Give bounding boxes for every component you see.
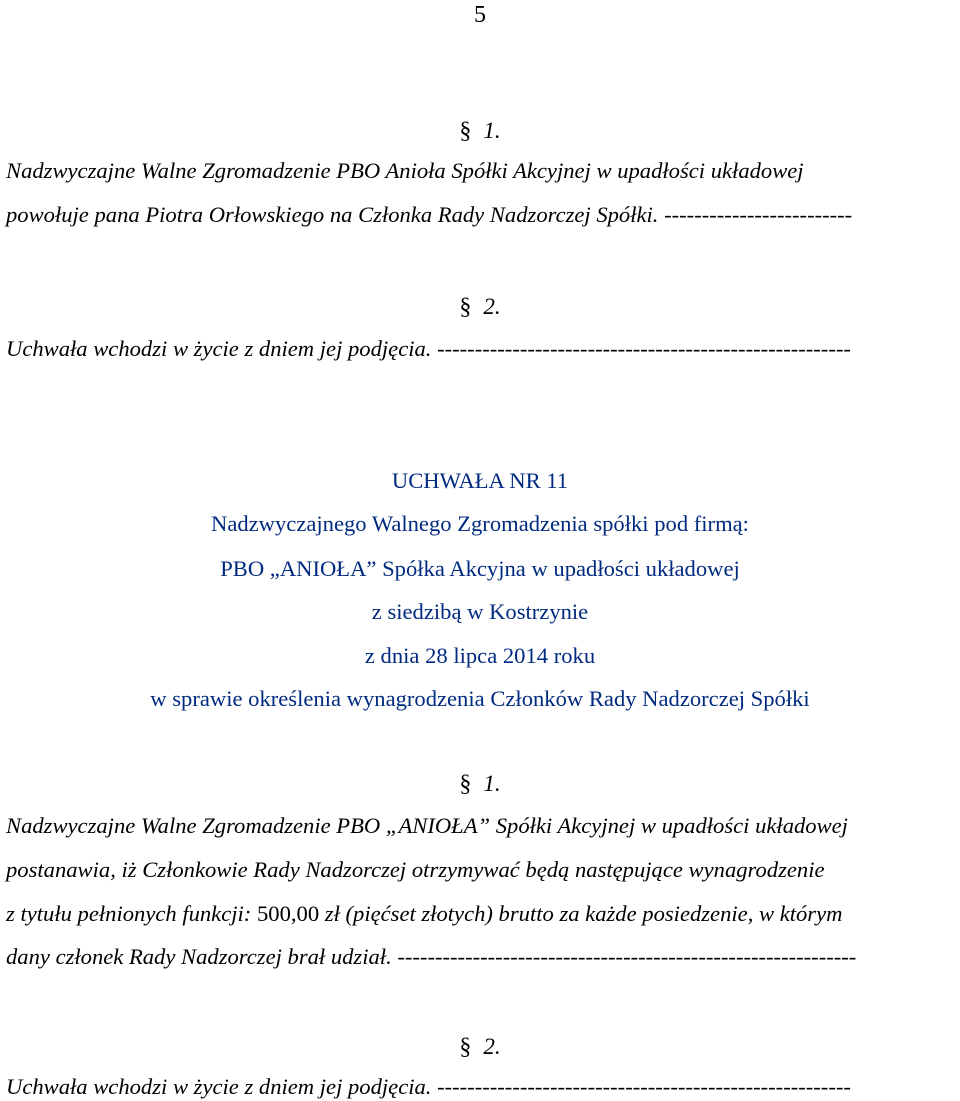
section-symbol: § [459,1034,472,1060]
section-symbol: § [459,294,472,320]
section-number: 2. [483,1034,501,1059]
section-2-heading [0,294,960,321]
paragraph-line: Uchwała wchodzi w życie z dniem jej podjęcia. ------------------------------------------------------- [6,336,851,361]
amount-value: 500,00 [256,901,320,926]
page-number: 5 [474,2,486,28]
paragraph-line: powołuje pana Piotra Orłowskiego na Członka Rady Nadzorczej Spółki. ------------------------- [6,202,853,227]
paragraph-line: Nadzwyczajne Walne Zgromadzenie PBO „ANIOŁA” Spółki Akcyjnej w upadłości układowej [6,813,848,838]
section-1-heading [0,118,960,145]
paragraph-line: dany członek Rady Nadzorczej brał udział. ------------------------------------------------------------- [6,944,857,969]
resolution-line: Nadzwyczajnego Walnego Zgromadzenia spółki pod firmą: [211,511,749,536]
paragraph-line: Nadzwyczajne Walne Zgromadzenie PBO Anioła Spółki Akcyjnej w upadłości układowej [6,158,804,183]
resolution-line: PBO „ANIOŁA” Spółka Akcyjna w upadłości układowej [220,556,740,581]
paragraph-line: Uchwała wchodzi w życie z dniem jej podjęcia. ------------------------------------------------------- [6,1074,851,1099]
text-run: z tytułu pełnionych funkcji: [6,901,257,926]
section-1-heading [0,771,960,798]
resolution-line: z dnia 28 lipca 2014 roku [364,643,596,668]
resolution-title: UCHWAŁA NR 11 [391,468,569,493]
resolution-line: z siedzibą w Kostrzynie [371,599,589,624]
section-symbol: § [459,771,472,797]
paragraph-line [6,903,842,926]
section-number: 1. [483,118,501,143]
text-run: zł (pięćset złotych) brutto za każde posiedzenie, w którym [319,901,843,926]
section-symbol: § [459,118,472,144]
resolution-subject: w sprawie określenia wynagrodzenia Członków Rady Nadzorczej Spółki [150,686,810,711]
section-number: 1. [483,771,501,796]
section-2-heading [0,1034,960,1061]
paragraph-line: postanawia, iż Członkowie Rady Nadzorczej otrzymywać będą następujące wynagrodzenie [6,857,825,882]
section-number: 2. [483,294,501,319]
